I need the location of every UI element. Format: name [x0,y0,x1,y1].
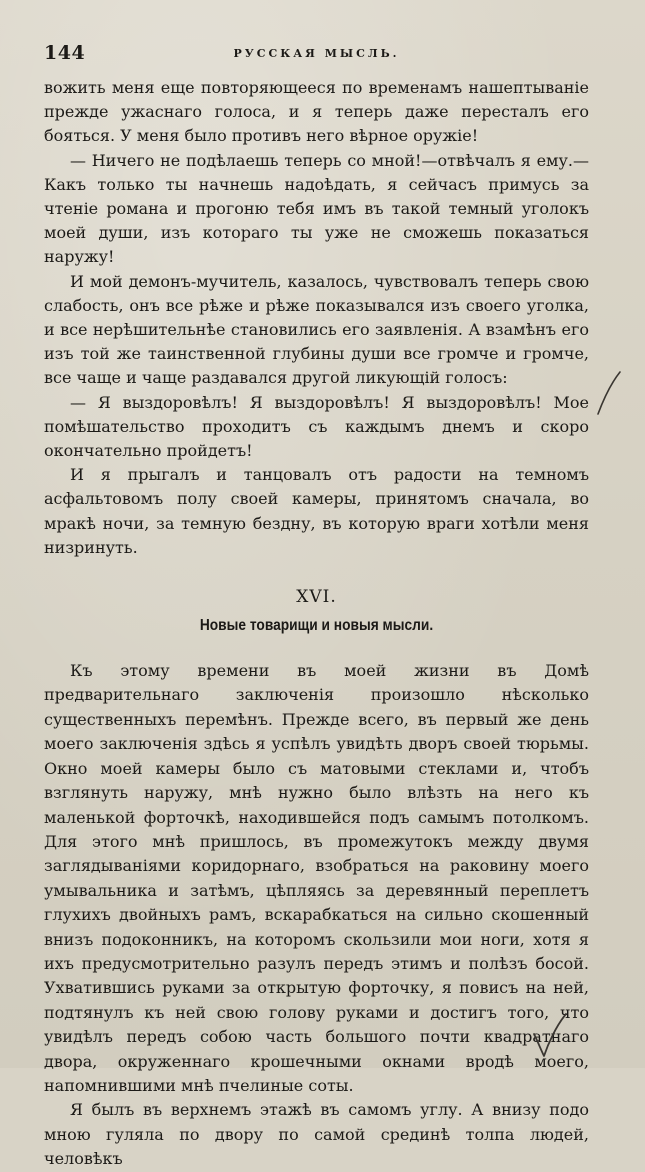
running-head [44,40,589,70]
chapter-number: XVI. [296,587,337,608]
page-number: 144 [44,42,86,64]
section-two [44,659,589,1172]
chapter-title: Новые товарищи и новыя мысли. [199,617,434,635]
paragraph: — Ничего не подѣлаешь теперь со мной!—отвѣчалъ я ему.— Какъ только ты начнешь надоѣдать, я сейчасъ примусь за чтеніе романа и прогоню тебя имъ въ такой темный уголокъ моей души, изъ котораго ты уже не сможешь показаться наружу! [44,150,589,267]
paragraph: Къ этому времени въ моей жизни въ Домѣ предварительнаго заключенія произошло нѣсколько существенныхъ перемѣнъ. Прежде всего, въ первый же день моего заключенія здѣсь я успѣлъ увидѣть дворъ своей тюрьмы. Окно моей камеры было съ матовыми стеклами и, чтобъ взглянуть наружу, мнѣ нужно было влѣзть на него къ маленькой форточкѣ, находившейся подъ самымъ потолкомъ. Для этого мнѣ пришлось, въ промежутокъ между двумя заглядываніями коридорнаго, взобраться на раковину моего умывальника и затѣмъ, цѣпляясь за деревянный переплетъ глухихъ двойныхъ рамъ, вскарабкаться на сильно скошенный внизъ подоконникъ, на которомъ скользили мои ноги, хотя я ихъ предусмотрительно разулъ передъ этимъ и полѣзъ босой. Ухватившись руками за открытую форточку, я повисъ на ней, подтянулъ къ ней свою голову руками и достигъ того, что увидѣлъ передъ собою часть большого почти квадратнаго двора, окруженнаго крошечными окнами вродѣ моего, напомнившими мнѣ пчелиные соты. [44,661,589,1095]
journal-title: РУССКАЯ МЫСЛЬ. [233,47,400,60]
pencil-margin-mark [594,368,624,418]
section-one [44,76,589,560]
paragraph: вожить меня еще повторяющееся по временамъ нашептываніе прежде ужаснаго голоса, и я теперь даже пересталъ его бояться. У меня было противъ него вѣрное оружіе! [44,78,589,146]
paragraph: Я былъ въ верхнемъ этажѣ въ самомъ углу. А внизу подо мною гуляла по двору по самой срединѣ толпа людей, человѣкъ [44,1100,589,1169]
paragraph: — Я выздоровѣлъ! Я выздоровѣлъ! Я выздоровѣлъ! Мое помѣшательство проходитъ съ каждымъ днемъ и скоро окончательно пройдетъ! [44,392,589,461]
paragraph: И я прыгалъ и танцовалъ отъ радости на темномъ асфальтовомъ полу своей камеры, принятомъ сначала, во мракѣ ночи, за темную бездну, въ которую враги хотѣли меня низринуть. [44,465,589,557]
pencil-check-mark [530,1010,570,1060]
paragraph: И мой демонъ-мучитель, казалось, чувствовалъ теперь свою слабость, онъ все рѣже и рѣже показывался изъ своего уголка, и все нерѣшительнѣе становились его заявленія. А взамѣнъ его изъ той же таинственной глубины души все громче и громче, все чаще и чаще раздавался другой ликующій голосъ: [44,271,589,388]
